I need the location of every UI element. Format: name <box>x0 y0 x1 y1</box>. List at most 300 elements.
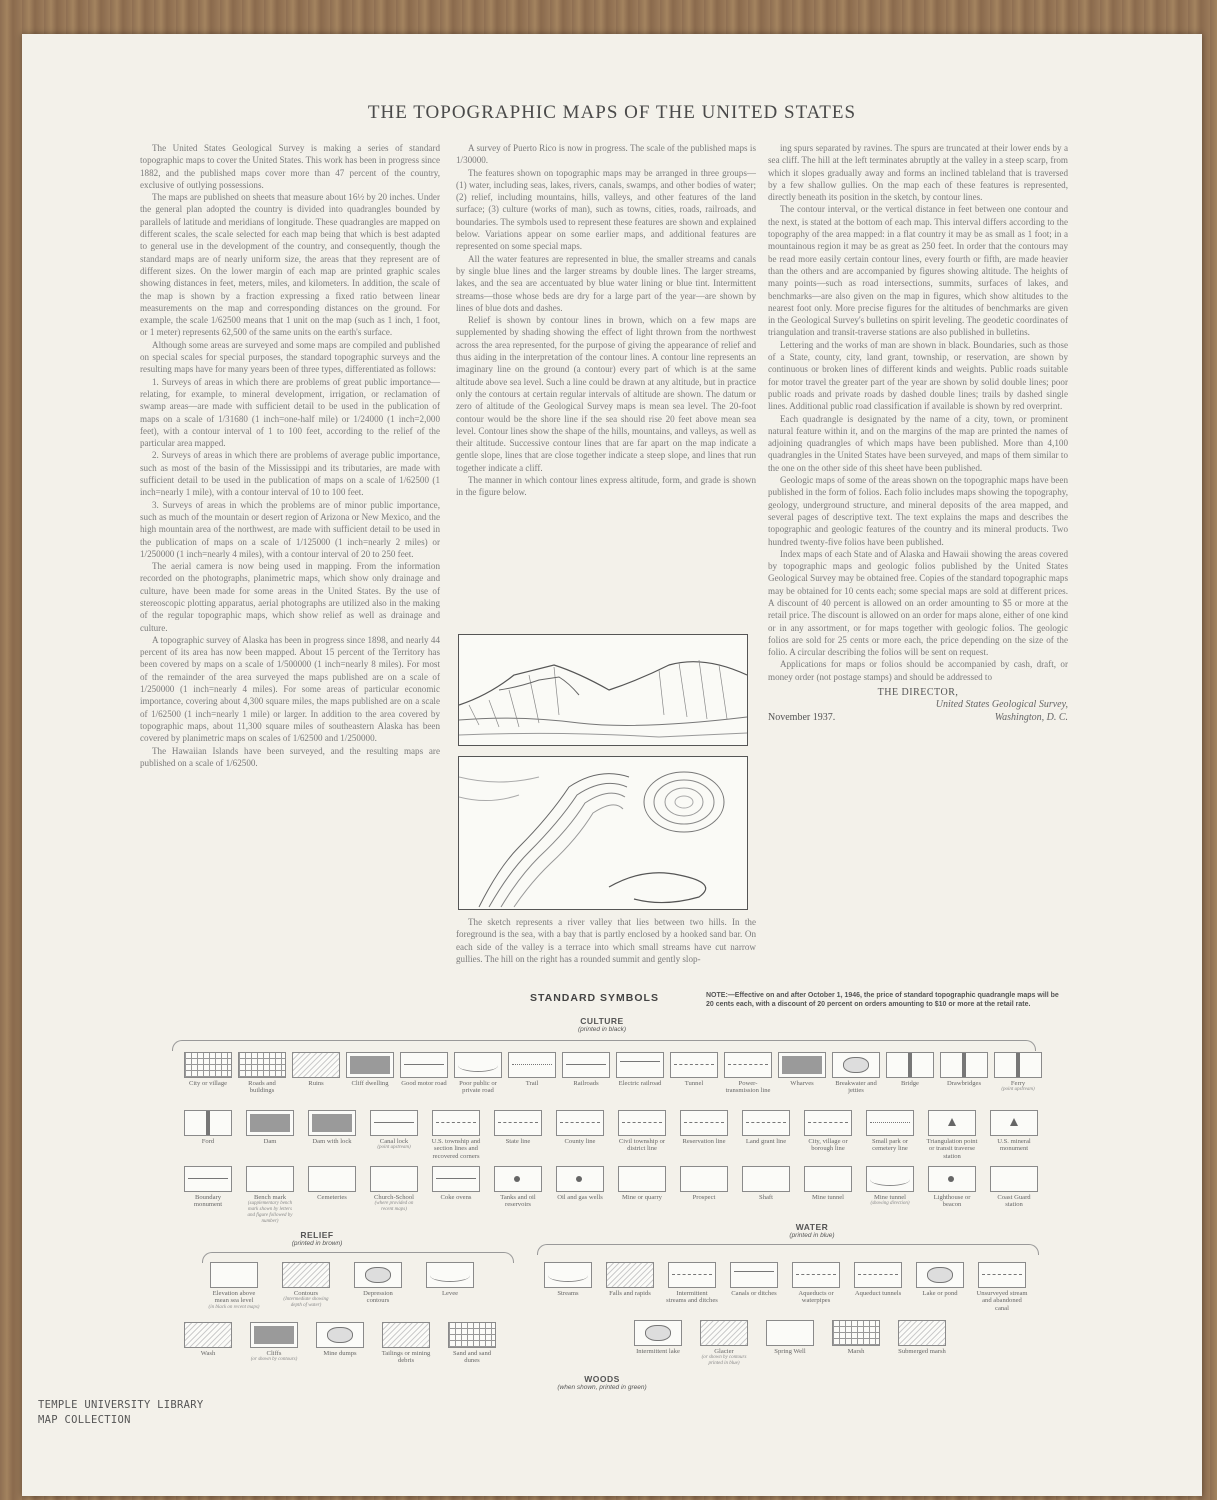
symbol-swatch <box>382 1322 430 1348</box>
symbol-label: Falls and rapids <box>609 1290 651 1297</box>
symbol-glyph <box>566 1064 606 1065</box>
symbol-swatch <box>316 1322 364 1348</box>
symbol-glyph <box>728 1064 768 1065</box>
symbol-swatch <box>854 1262 902 1288</box>
symbol-swatch <box>990 1166 1038 1192</box>
symbol-swatch <box>898 1320 946 1346</box>
symbol-glyph <box>188 1178 228 1179</box>
symbol-label: Ford <box>201 1138 215 1145</box>
symbol-label: Roads and buildings <box>248 1080 276 1095</box>
symbol-swatch <box>562 1052 610 1078</box>
symbol-label: Elevation above mean sea level <box>212 1290 256 1305</box>
symbol-label: Dam with lock <box>312 1138 352 1145</box>
map-symbol <box>290 1052 342 1087</box>
symbol-label: Mine or quarry <box>622 1194 662 1201</box>
map-symbol <box>790 1262 842 1305</box>
symbol-label: Railroads <box>573 1080 599 1087</box>
paragraph: The maps are published on sheets that measure about 16½ by 20 inches. Under the general plan adopted the country is divided into quadrangles bounded by parallels of latitude and meridians of longitude. These quadrangles are mapped on different scales, the scale selected for each map being that which is best adapted to general use in the development of the country, and consequently, though the standard maps are of nearly uniform size, the areas that they represent are of different sizes. On the lower margin of each map are printed graphic scales showing distances in feet, meters, miles, and kilometers. In addition, the scale of the map is shown by a fraction expressing a fixed ratio between linear measurements on the map and corresponding distances on the ground. For example, the scale 1/62500 means that 1 unit on the map (such as 1 inch, 1 foot, or 1 meter) represents 62,500 of the same units on the earth's surface. <box>140 192 440 338</box>
map-symbol <box>632 1320 684 1355</box>
symbol-glyph <box>185 1323 231 1347</box>
symbol-swatch <box>742 1110 790 1136</box>
symbol-glyph <box>498 1122 538 1123</box>
symbol-glyph <box>672 1274 712 1275</box>
relief-heading <box>272 1230 362 1247</box>
symbol-swatch <box>346 1052 394 1078</box>
map-symbol <box>492 1166 544 1209</box>
symbol-label: Spring Well <box>774 1348 806 1355</box>
map-symbol <box>424 1262 476 1297</box>
map-symbol <box>776 1052 828 1087</box>
symbol-swatch <box>426 1262 474 1288</box>
symbol-swatch <box>670 1052 718 1078</box>
symbol-glyph <box>436 1122 476 1123</box>
symbol-glyph <box>908 1053 912 1077</box>
symbol-label: Civil township or district line <box>618 1138 666 1153</box>
symbol-label: Contours <box>293 1290 319 1297</box>
contour-map-figure <box>458 756 748 910</box>
section-subheading: (when shown, printed in green) <box>557 1384 647 1391</box>
map-symbol <box>280 1262 332 1309</box>
symbol-swatch <box>432 1166 480 1192</box>
map-symbol <box>740 1110 792 1145</box>
symbol-glyph <box>514 1176 520 1182</box>
paragraph: A topographic survey of Alaska has been in progress since 1898, and nearly 44 percent of its area has now been mapped. About 15 percent of the Territory has been covered by maps on a scale of 1/500000 (1 inch=nearly 8 miles). For most of the remainder of the area surveyed the maps published are on a scale of 1/250000 (1 inch=nearly 4 miles). For some areas of particular economic importance, covering about 4,300 square miles, the maps published are on a scale of 1/62500 (1 inch=nearly 1 mile) or larger. In addition to the area covered by topographic maps, about 11,300 square miles of southeastern Alaska has been covered by planimetric maps on scales of 1/62500 and 1/250000. <box>140 634 440 744</box>
symbol-note: (supplementary bench mark shown by letters and figure followed by number) <box>247 1201 293 1225</box>
map-symbol <box>236 1052 288 1095</box>
map-symbol <box>182 1052 234 1087</box>
symbol-glyph <box>674 1064 714 1065</box>
symbol-glyph <box>746 1122 786 1123</box>
map-symbol <box>368 1110 420 1151</box>
map-symbol <box>976 1262 1028 1312</box>
standard-symbols-title: STANDARD SYMBOLS <box>530 992 659 1004</box>
symbol-swatch <box>246 1166 294 1192</box>
symbol-glyph <box>239 1053 285 1077</box>
symbol-swatch <box>978 1262 1026 1288</box>
paragraph: The contour interval, or the vertical distance in feet between one contour and the next, is stated at the bottom of each map. This interval differs according to the topography of the area mapped: in a flat country it may be as small as 1 foot; in a mountainous region it may be as great as 250 feet. In order that the contours may be read more easily certain contour lines, every fourth or fifth, are made heavier than the others and are accompanied by figures showing altitude. The heights of many points—such as road intersections, summits, surfaces of lakes, and benchmarks—are also given on the map in figures, which show altitudes to the nearest foot only. More precise figures for the altitudes of benchmarks are given in the Geological Survey's bulletins on spirit leveling. The geodetic coordinates of triangulation and transit-traverse stations are also published in bulletins. <box>768 204 1068 338</box>
symbol-swatch <box>370 1166 418 1192</box>
symbol-glyph <box>619 1167 665 1191</box>
symbol-swatch <box>184 1110 232 1136</box>
map-symbol <box>896 1320 948 1355</box>
symbol-label: Drawbridges <box>946 1080 982 1087</box>
map-symbol <box>864 1110 916 1153</box>
symbol-glyph <box>1016 1053 1020 1077</box>
symbol-glyph <box>250 1114 290 1132</box>
symbol-glyph <box>734 1271 774 1272</box>
signature-date: November 1937. <box>768 711 836 723</box>
map-symbol <box>182 1166 234 1209</box>
symbol-note: (or shown by contours) <box>250 1357 298 1363</box>
symbol-label: Wash <box>200 1350 216 1357</box>
symbol-swatch <box>866 1110 914 1136</box>
map-symbol <box>208 1262 260 1311</box>
paragraph: Geologic maps of some of the areas shown on the topographic maps have been published in the form of folios. Each folio includes maps showing the topography, geology, underground structure, and mineral deposits of the area mapped, and several pages of descriptive text. The text explains the maps and describes the topographic and geologic features of the country and its mineral products. Two hundred twenty-five folios have been published. <box>768 475 1068 547</box>
symbol-swatch <box>238 1052 286 1078</box>
symbol-swatch <box>292 1052 340 1078</box>
symbol-glyph <box>948 1118 956 1126</box>
symbol-label: Unsurveyed stream and abandoned canal <box>976 1290 1028 1312</box>
map-symbol <box>452 1052 504 1095</box>
map-symbol <box>314 1322 366 1357</box>
map-symbol <box>182 1110 234 1145</box>
symbol-glyph <box>805 1167 851 1191</box>
map-symbol <box>306 1166 358 1201</box>
symbol-swatch <box>246 1110 294 1136</box>
water-bracket <box>537 1244 1039 1255</box>
symbol-glyph <box>991 1167 1037 1191</box>
symbol-swatch <box>308 1110 356 1136</box>
symbol-label: Intermittent streams and ditches <box>666 1290 718 1305</box>
symbol-glyph <box>843 1057 869 1073</box>
map-symbol <box>722 1052 774 1095</box>
symbol-label: Aqueduct tunnels <box>854 1290 902 1297</box>
symbol-swatch <box>724 1052 772 1078</box>
symbol-label: Canals or ditches <box>731 1290 777 1297</box>
map-symbol <box>802 1110 854 1153</box>
map-symbol <box>830 1052 882 1095</box>
symbol-glyph <box>560 1122 600 1123</box>
symbol-swatch <box>432 1110 480 1136</box>
symbol-label: Mine dumps <box>323 1350 357 1357</box>
symbol-swatch <box>308 1166 356 1192</box>
symbol-swatch <box>606 1262 654 1288</box>
map-symbol <box>244 1166 296 1225</box>
text-column-1 <box>140 142 440 769</box>
section-heading: WOODS <box>584 1374 620 1384</box>
symbol-label: Dam <box>263 1138 277 1145</box>
map-symbol <box>554 1166 606 1201</box>
map-symbol <box>728 1262 780 1297</box>
symbol-glyph <box>283 1263 329 1287</box>
paragraph: The aerial camera is now being used in mapping. From the information recorded on the photographs, planimetric maps, which show only drainage and culture, have been made for some areas in the United States. By the use of stereoscopic plotting apparatus, aerial photographs are utilized also in the making of the regular topographic maps, which show relief as well as drainage and culture. <box>140 561 440 633</box>
symbol-swatch <box>494 1110 542 1136</box>
paragraph: Lettering and the works of man are shown in black. Boundaries, such as those of a State, county, city, land grant, township, or reservation, are shown by continuous or broken lines of different kinds and weights. Public roads suitable for motor travel the greater part of the year are shown by solid double lines; poor public roads and private roads by dashed double lines; trails by dashed single lines. Additional public road classification if available is shown by red overprint. <box>768 339 1068 412</box>
map-symbol <box>666 1262 718 1305</box>
price-note: NOTE:—Effective on and after October 1, 1946, the price of standard topographic quadrangle maps will be 20 cents each, with a discount of 20 percent on orders amounting to $10 or more at the retail rate. <box>706 992 1059 1008</box>
paragraph: 3. Surveys of areas in which the problems are of minor public importance, such as much of the mountain or desert region of Arizona or New Mexico, and the high mountain area of the northwest, are made with sufficient detail to be used in the publication of maps on a scale of 1/125000 (1 inch=nearly 2 miles) or 1/250000 (1 inch=nearly 4 miles), with a contour interval of 20 to 250 feet. <box>140 499 440 559</box>
map-symbol <box>248 1322 300 1363</box>
map-symbol <box>560 1052 612 1087</box>
symbol-swatch <box>804 1166 852 1192</box>
symbol-label: Depression contours <box>363 1290 393 1305</box>
symbol-label: Coke ovens <box>440 1194 472 1201</box>
symbol-label: Glacier <box>714 1348 734 1355</box>
symbol-label: Electric railroad <box>618 1080 662 1087</box>
symbol-swatch <box>448 1322 496 1348</box>
stamp-line: MAP COLLECTION <box>38 1414 131 1426</box>
symbol-label: Oil and gas wells <box>557 1194 603 1201</box>
map-symbol <box>698 1320 750 1367</box>
map-symbol <box>678 1110 730 1145</box>
symbol-glyph <box>211 1263 257 1287</box>
symbol-swatch <box>886 1052 934 1078</box>
symbol-label: Aqueducts or waterpipes <box>798 1290 834 1305</box>
symbol-glyph <box>607 1263 653 1287</box>
symbol-swatch <box>618 1110 666 1136</box>
symbol-label: Ferry <box>1010 1080 1026 1087</box>
map-symbol <box>926 1166 978 1209</box>
symbol-swatch <box>742 1166 790 1192</box>
symbol-glyph <box>645 1325 671 1341</box>
map-symbol <box>926 1110 978 1160</box>
symbol-glyph <box>374 1122 414 1123</box>
symbol-label: Tailings or mining debris <box>381 1350 431 1365</box>
map-symbol <box>352 1262 404 1305</box>
symbol-label: Canal lock <box>379 1138 409 1145</box>
paragraph: 1. Surveys of areas in which there are problems of great public importance—relating, for example, to mineral development, irrigation, or reclamation of swamp areas—are made with sufficient detail to be used in the publication of maps on a scale of 1/31680 (1 inch=one-half mile) or 1/24000 (1 inch=2,000 feet), with a contour interval of 1 to 100 feet, according to the relief of the particular area mapped. <box>140 376 440 449</box>
stamp-line: TEMPLE UNIVERSITY LIBRARY <box>38 1399 204 1411</box>
symbol-label: U.S. township and section lines and recovered corners <box>431 1138 481 1160</box>
map-symbol <box>616 1166 668 1201</box>
library-stamp <box>38 1398 204 1428</box>
map-symbol <box>668 1052 720 1087</box>
water-heading <box>767 1222 857 1239</box>
map-symbol <box>380 1322 432 1365</box>
symbol-label: Mine tunnel <box>811 1194 845 1201</box>
map-symbol <box>492 1110 544 1145</box>
symbol-glyph <box>576 1176 582 1182</box>
paragraph: 2. Surveys of areas in which there are problems of average public importance, such as most of the basin of the Mississippi and its tributaries, are made with sufficient detail to be used in the publication of maps on a scale of 1/62500 (1 inch=nearly 1 mile), with a contour interval of 10 to 100 feet. <box>140 450 440 498</box>
page-title: THE TOPOGRAPHIC MAPS OF THE UNITED STATES <box>367 102 857 123</box>
culture-bracket <box>172 1040 1036 1051</box>
symbol-swatch <box>990 1110 1038 1136</box>
map-symbol <box>830 1320 882 1355</box>
symbol-glyph <box>796 1274 836 1275</box>
symbol-glyph <box>858 1274 898 1275</box>
symbol-label: Trail <box>525 1080 539 1087</box>
symbol-label: Poor public or private road <box>459 1080 497 1095</box>
map-symbol <box>740 1166 792 1201</box>
paragraph: ing spurs separated by ravines. The spurs are truncated at their lower ends by a sea cliff. The hill at the left terminates abruptly at the valley in a steep scarp, from which it slopes gradually away and forms an inclined tableland that is traversed by a few shallow gullies. On the map each of these features is represented, directly beneath its position in the sketch, by contour lines. <box>768 143 1068 203</box>
symbol-label: Ruins <box>308 1080 324 1087</box>
paragraph: Although some areas are surveyed and some maps are compiled and published on special scales for special purposes, the standard topographic surveys and the resulting maps have for many years been of three types, differentiated as follows: <box>140 339 440 375</box>
symbol-swatch <box>250 1322 298 1348</box>
section-subheading: (printed in blue) <box>789 1232 835 1239</box>
symbol-note: (Intermediate showing depth of water) <box>283 1297 329 1309</box>
signature-director: THE DIRECTOR, <box>877 687 959 699</box>
symbol-swatch <box>556 1110 604 1136</box>
symbol-glyph <box>309 1167 355 1191</box>
symbol-label: City or village <box>188 1080 228 1087</box>
symbol-glyph <box>808 1122 848 1123</box>
map-sheet <box>22 34 1202 1496</box>
map-symbol <box>852 1262 904 1297</box>
symbol-glyph <box>782 1056 822 1074</box>
symbol-glyph <box>1010 1118 1018 1126</box>
symbol-swatch <box>804 1110 852 1136</box>
symbol-swatch <box>916 1262 964 1288</box>
paragraph: Relief is shown by contour lines in brown, which on a few maps are supplemented by shading showing the effect of light thrown from the northwest across the area represented, for the purpose of giving the appearance of relief and thus aiding in the interpretation of the contour lines. A contour line represents an imaginary line on the ground (a contour) every part of which is at the same altitude above sea level. Such a line could be drawn at any altitude, but in practice only the contours at certain regular intervals of altitude are shown. The datum or zero of altitude of the Geological Survey maps is mean sea level. The 20-foot contour would be the shore line if the sea should rise 20 feet above mean sea level. Contour lines show the shape of the hills, mountains, and valleys, as well as their altitude. Successive contour lines that are far apart on the map indicate a gentle slope, lines that are close together indicate a steep slope, and lines that run together indicate a cliff. <box>456 315 756 473</box>
map-symbol <box>884 1052 936 1087</box>
symbol-glyph <box>430 1269 470 1282</box>
symbol-note: (showing direction) <box>870 1201 910 1207</box>
symbol-swatch <box>928 1166 976 1192</box>
symbol-swatch <box>508 1052 556 1078</box>
map-symbol <box>988 1110 1040 1153</box>
symbol-label: Tanks and oil reservoirs <box>500 1194 536 1209</box>
symbol-label: Intermittent lake <box>636 1348 680 1355</box>
paragraph: Index maps of each State and of Alaska and Hawaii showing the areas covered by topographic maps and geologic folios published by the United States Geological Survey may be obtained free. Copies of the standard topographic maps may be obtained for 10 cents each; some special maps are sold at different prices. A discount of 40 percent is allowed on an order amounting to $5 or more at the retail price. The discount is allowed on an order for maps alone, either of one kind or in any assortment, or for maps together with geologic folios. The geologic folios are sold for 25 cents or more each, the price depending on the size of the folio. A circular describing the folios will be sent on request. <box>768 548 1069 658</box>
symbol-glyph <box>927 1267 953 1283</box>
map-symbol <box>244 1110 296 1145</box>
symbol-label: Cliff dwelling <box>351 1080 389 1087</box>
symbol-glyph <box>185 1053 231 1077</box>
symbol-swatch <box>832 1052 880 1078</box>
symbol-label: Sand and sand dunes <box>452 1350 492 1365</box>
symbol-label: Cemeteries <box>317 1194 347 1201</box>
symbol-swatch <box>354 1262 402 1288</box>
culture-heading <box>542 1016 662 1033</box>
symbol-swatch <box>400 1052 448 1078</box>
symbol-label: County line <box>564 1138 596 1145</box>
symbol-swatch <box>282 1262 330 1288</box>
text-column-2 <box>456 142 756 499</box>
symbol-swatch <box>184 1322 232 1348</box>
symbol-swatch <box>766 1320 814 1346</box>
map-symbol <box>506 1052 558 1087</box>
symbol-glyph <box>948 1176 954 1182</box>
symbol-swatch <box>700 1320 748 1346</box>
symbol-label: Marsh <box>847 1348 865 1355</box>
symbol-glyph <box>247 1167 293 1191</box>
symbol-swatch <box>994 1052 1042 1078</box>
symbol-swatch <box>556 1166 604 1192</box>
paragraph: The manner in which contour lines express altitude, form, and grade is shown in the figure below. <box>456 475 756 498</box>
symbol-note: (where provided on recent maps) <box>374 1201 414 1213</box>
text-column-3 <box>768 142 1068 724</box>
map-symbol <box>616 1110 668 1153</box>
section-heading: WATER <box>795 1222 829 1232</box>
symbol-swatch <box>730 1262 778 1288</box>
symbol-swatch <box>940 1052 988 1078</box>
symbol-glyph <box>449 1323 495 1347</box>
symbol-glyph <box>512 1064 552 1065</box>
symbol-label: Tunnel <box>684 1080 704 1087</box>
map-symbol <box>446 1322 498 1365</box>
symbol-glyph <box>404 1064 444 1065</box>
paragraph: The features shown on topographic maps may be arranged in three groups—(1) water, including seas, lakes, rivers, canals, swamps, and other bodies of water; (2) relief, including mountains, hills, valleys, and other features of the land surface; (3) culture (works of man), such as towns, cities, roads, railroads, and boundaries. The symbols used to represent these features are shown and explained below. Variations appear on some earlier maps, and additional features are represented on some special maps. <box>456 167 756 252</box>
symbol-label: Good motor road <box>401 1080 447 1087</box>
symbol-label: Lake or pond <box>922 1290 958 1297</box>
symbol-glyph <box>350 1056 390 1074</box>
symbol-glyph <box>899 1321 945 1345</box>
symbol-glyph <box>622 1122 662 1123</box>
symbol-glyph <box>620 1061 660 1062</box>
symbol-label: Levee <box>441 1290 459 1297</box>
symbol-label: Boundary monument <box>193 1194 223 1209</box>
signature-place: Washington, D. C. <box>994 711 1068 723</box>
symbol-label: Triangulation point or transit traverse station <box>926 1138 978 1160</box>
map-symbol <box>306 1110 358 1145</box>
symbol-note: (in black on recent maps) <box>208 1304 260 1310</box>
symbol-swatch <box>866 1166 914 1192</box>
symbol-label: Cliffs <box>266 1350 282 1357</box>
map-symbol <box>604 1262 656 1297</box>
signature-organization: United States Geological Survey, <box>935 699 1068 711</box>
paragraph: Each quadrangle is designated by the name of a city, town, or prominent natural feature within it, and on the margins of the map are printed the names of adjoining quadrangles of which maps have been published. More than 4,100 quadrangles in the United States have been surveyed, and maps of them similar to the one on the other side of this sheet have been published. <box>768 413 1068 473</box>
symbol-label: City, village or borough line <box>808 1138 848 1153</box>
symbol-glyph <box>833 1321 879 1345</box>
symbol-glyph <box>767 1321 813 1345</box>
map-symbol <box>864 1166 916 1207</box>
symbol-label: Bridge <box>901 1080 919 1087</box>
symbol-label: Breakwater and jetties <box>835 1080 877 1095</box>
map-symbol <box>368 1166 420 1213</box>
section-subheading: (printed in brown) <box>291 1240 343 1247</box>
symbol-label: Mine tunnel <box>873 1194 907 1201</box>
symbol-note: (or shown by contours printed in blue) <box>701 1355 747 1367</box>
section-heading: RELIEF <box>300 1230 334 1240</box>
symbol-glyph <box>327 1327 353 1343</box>
symbol-swatch <box>210 1262 258 1288</box>
symbol-glyph <box>743 1167 789 1191</box>
symbol-swatch <box>778 1052 826 1078</box>
symbol-swatch <box>792 1262 840 1288</box>
map-symbol <box>430 1166 482 1201</box>
symbol-label: Streams <box>557 1290 579 1297</box>
symbol-glyph <box>681 1167 727 1191</box>
symbol-label: Land grant line <box>745 1138 787 1145</box>
map-symbol <box>398 1052 450 1087</box>
map-symbol <box>992 1052 1044 1093</box>
symbol-note: (point upstream) <box>1001 1087 1035 1093</box>
symbol-label: Prospect <box>692 1194 716 1201</box>
symbol-glyph <box>312 1114 352 1132</box>
symbol-note: (point upstream) <box>377 1145 411 1151</box>
paragraph: The sketch represents a river valley that lies between two hills. In the foreground is the sea, with a bay that is partly enclosed by a hooked sand bar. On each side of the valley is a terrace into which small streams have cut narrow gullies. The hill on the right has a rounded summit and gently slop- <box>456 917 756 964</box>
symbol-glyph <box>548 1269 588 1282</box>
text-column-2-continued <box>456 916 756 965</box>
symbol-swatch <box>680 1110 728 1136</box>
map-symbol <box>542 1262 594 1297</box>
symbol-label: Coast Guard station <box>997 1194 1031 1209</box>
symbol-label: Shaft <box>759 1194 773 1201</box>
symbol-glyph <box>206 1111 210 1135</box>
symbol-label: Reservation line <box>682 1138 726 1145</box>
symbol-glyph <box>458 1059 498 1072</box>
symbol-glyph <box>870 1173 910 1186</box>
symbol-label: Church-School <box>374 1194 414 1201</box>
symbol-glyph <box>701 1321 747 1345</box>
map-symbol <box>678 1166 730 1201</box>
landscape-sketch <box>458 634 748 746</box>
section-heading: CULTURE <box>580 1016 624 1026</box>
woods-heading <box>522 1374 682 1391</box>
map-symbol <box>554 1110 606 1145</box>
symbol-label: State line <box>505 1138 531 1145</box>
symbol-label: Power-transmission line <box>725 1080 771 1095</box>
map-symbol <box>764 1320 816 1355</box>
symbol-swatch <box>680 1166 728 1192</box>
symbol-glyph <box>254 1326 294 1344</box>
symbol-label: Wharves <box>790 1080 814 1087</box>
symbol-swatch <box>668 1262 716 1288</box>
paragraph: All the water features are represented in blue, the smaller streams and canals by single blue lines and the larger streams by double lines. The larger streams, lakes, and the sea are accentuated by blue water lining or blue tint. Intermittent streams—those whose beds are dry for a large part of the year—are shown by lines of blue dots and dashes. <box>456 253 756 313</box>
symbol-label: U.S. mineral monument <box>997 1138 1031 1153</box>
symbol-swatch <box>928 1110 976 1136</box>
map-symbol <box>344 1052 396 1087</box>
paragraph: A survey of Puerto Rico is now in progress. The scale of the published maps is 1/30000. <box>456 143 756 166</box>
symbol-label: Bench mark <box>253 1194 287 1201</box>
symbol-glyph <box>684 1122 724 1123</box>
symbol-glyph <box>436 1178 476 1179</box>
symbol-glyph <box>982 1274 1022 1275</box>
symbol-swatch <box>184 1052 232 1078</box>
symbol-swatch <box>832 1320 880 1346</box>
map-symbol <box>182 1322 234 1357</box>
section-subheading: (printed in black) <box>577 1026 627 1033</box>
